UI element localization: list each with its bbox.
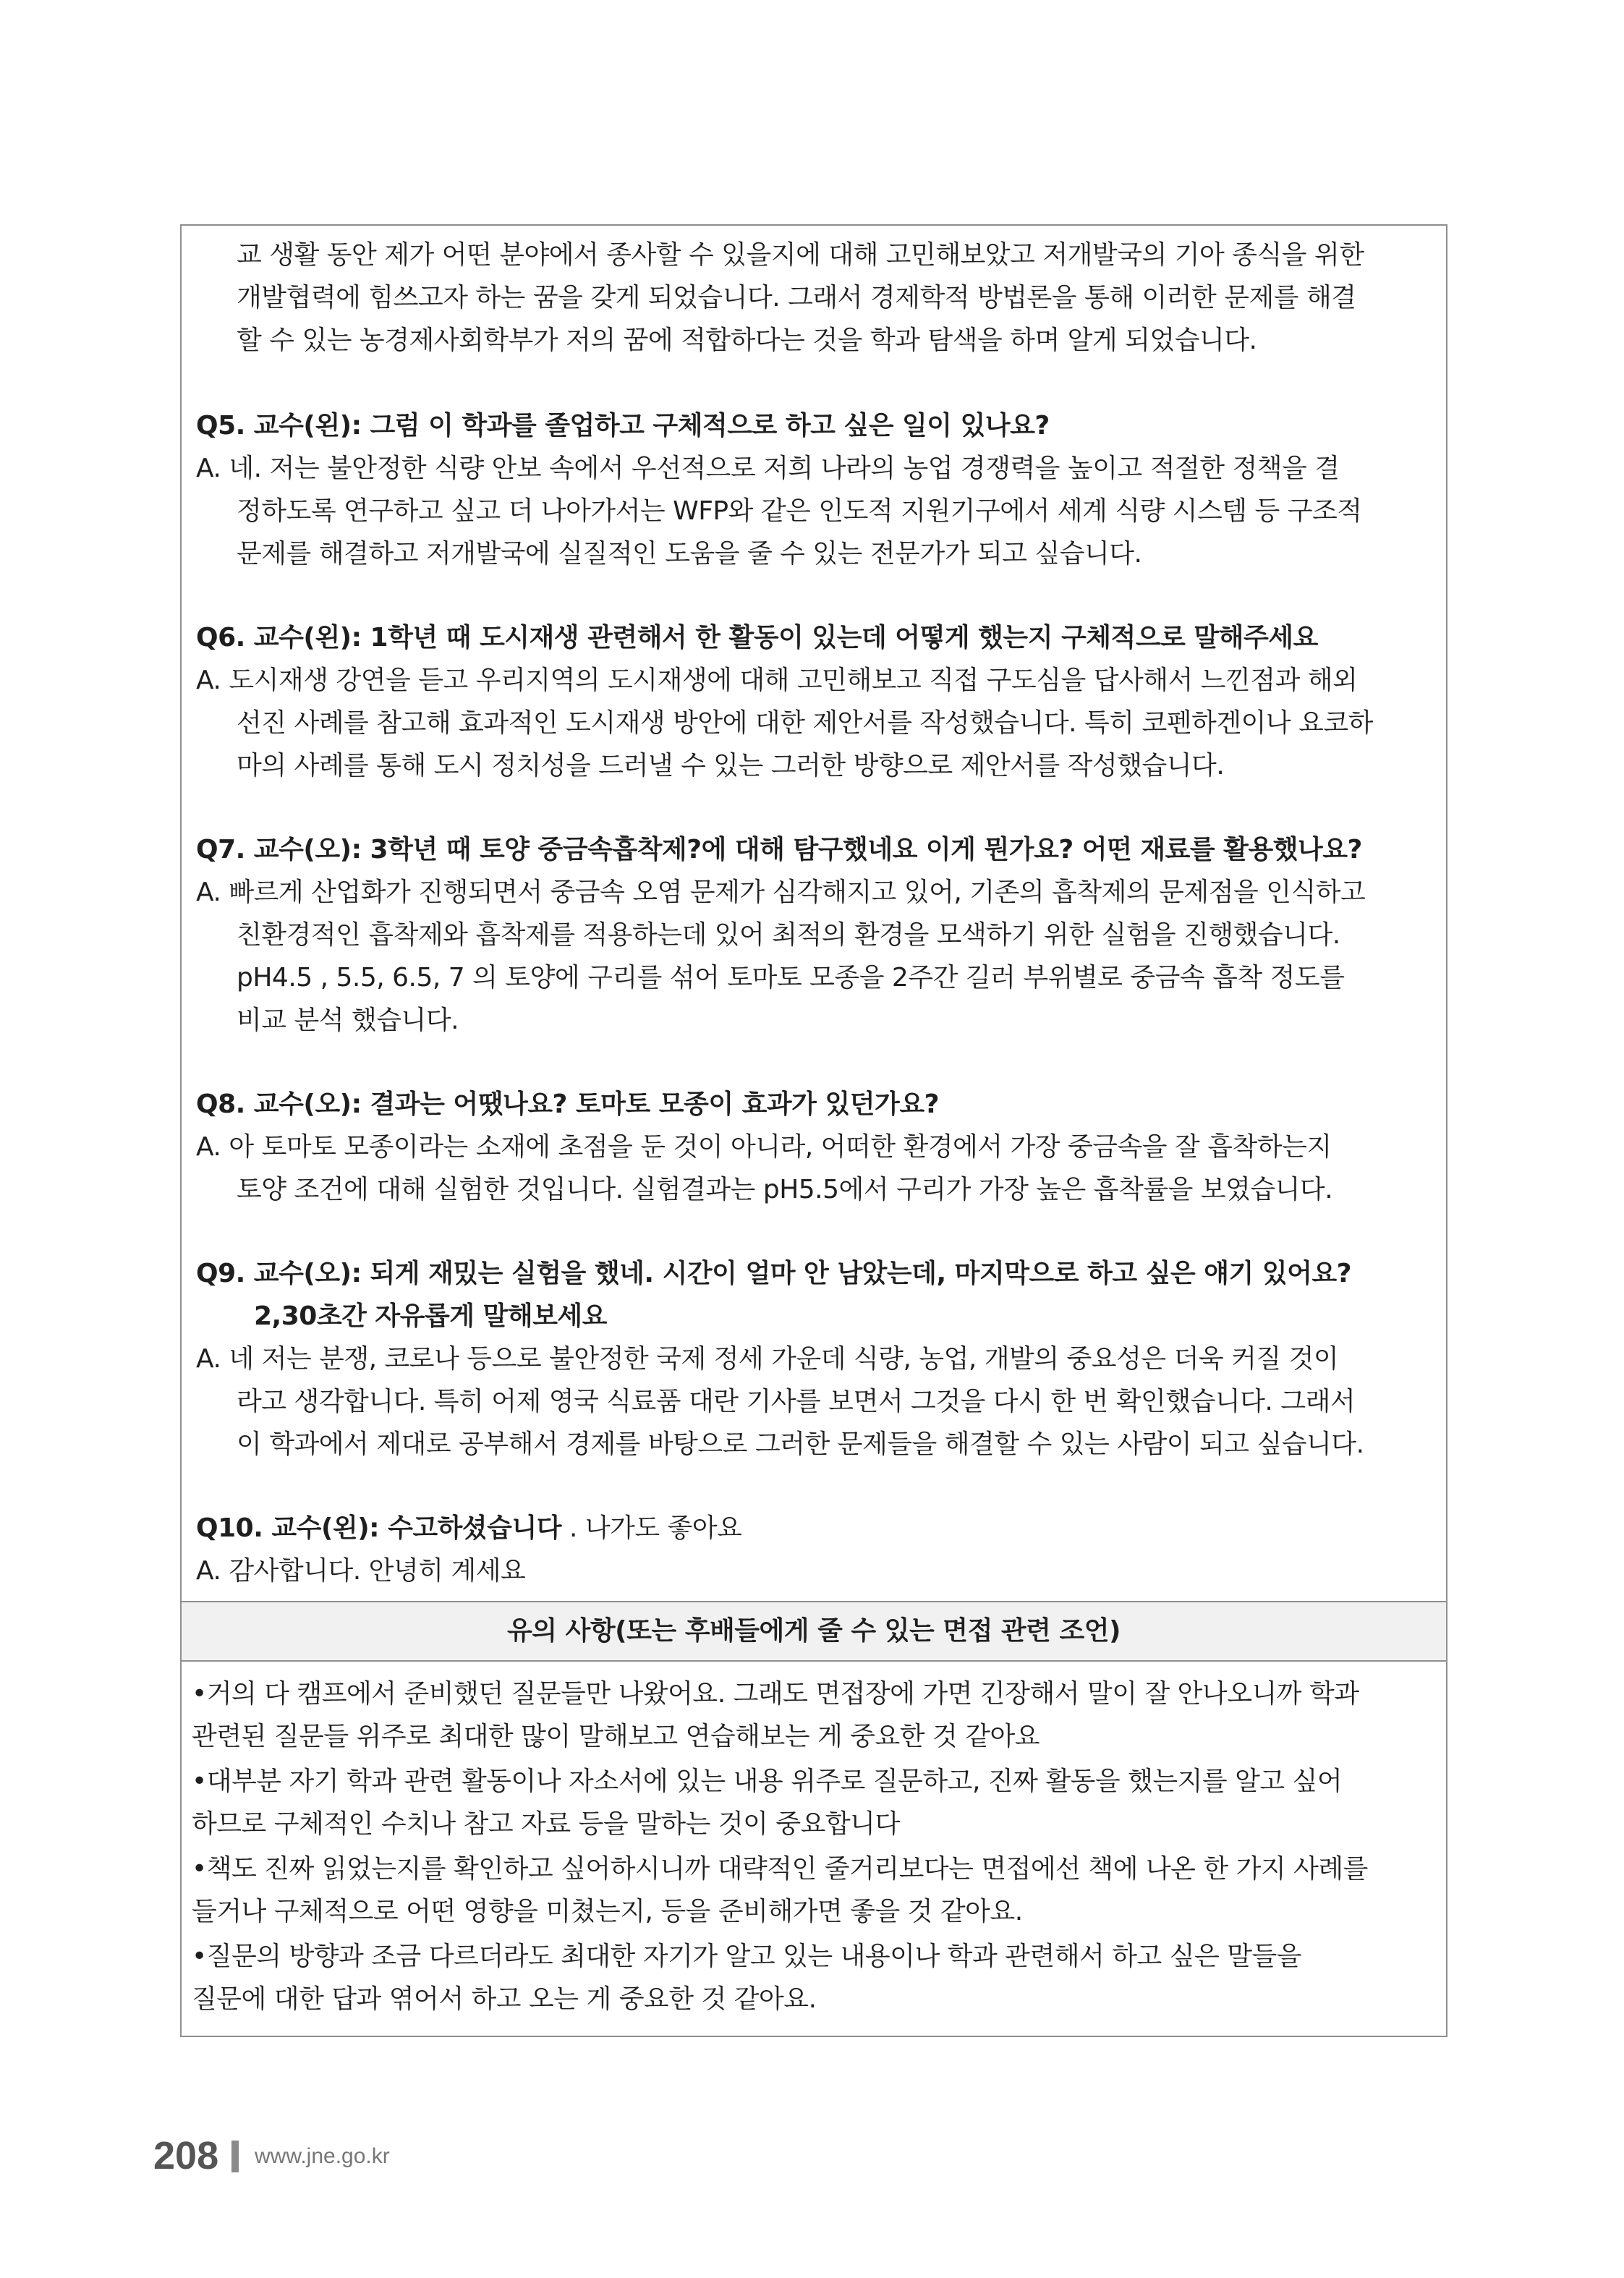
tip-line: •책도 진짜 읽었는지를 확인하고 싶어하시니까 대략적인 줄거리보다는 면접에선 책에 나온 한 가지 사례를 <box>192 1854 1368 1884</box>
tip-line: •대부분 자기 학과 관련 활동이나 자소서에 있는 내용 위주로 질문하고, 진짜 활동을 했는지를 알고 싶어 <box>192 1767 1343 1796</box>
tip-line: 들거나 구체적으로 어떤 영향을 미쳤는지, 등을 준비해가면 좋을 것 같아요. <box>192 1897 1023 1926</box>
answer-line: 문제를 해결하고 저개발국에 실질적인 도움을 줄 수 있는 전문가가 되고 싶습니다. <box>237 539 1142 569</box>
answer-line: A. 네. 저는 불안정한 식량 안보 속에서 우선적으로 저희 나라의 농업 경쟁력을 높이고 적절한 정책을 결 <box>196 454 1340 483</box>
question-q7: Q7. 교수(오): 3학년 때 토양 중금속흡착제?에 대해 탐구했네요 이게 뭔가요? 어떤 재료를 활용했나요? <box>196 835 1362 864</box>
answer-line: 비교 분석 했습니다. <box>237 1006 459 1035</box>
question-q8: Q8. 교수(오): 결과는 어땠나요? 토마토 모종이 효과가 있던가요? <box>196 1089 939 1119</box>
answer-line: A. 도시재생 강연을 듣고 우리지역의 도시재생에 대해 고민해보고 직접 구도심을 답사해서 느낀점과 해외 <box>196 666 1358 695</box>
answer-line: A. 빠르게 산업화가 진행되면서 중금속 오염 문제가 심각해지고 있어, 기존의 흡착제의 문제점을 인식하고 <box>196 877 1366 907</box>
question-q10-bold: Q10. 교수(왼): 수고하셨습니다 <box>196 1513 562 1543</box>
answer-line: A. 네 저는 분쟁, 코로나 등으로 불안정한 국제 정세 가운데 식량, 농업, 개발의 중요성은 더욱 커질 것이 <box>196 1344 1339 1374</box>
tip-line: 관련된 질문들 위주로 최대한 많이 말해보고 연습해보는 게 중요한 것 같아요 <box>192 1722 1040 1751</box>
tip-line: •거의 다 캠프에서 준비했던 질문들만 나왔어요. 그래도 면접장에 가면 긴장해서 말이 잘 안나오니까 학과 <box>192 1679 1359 1709</box>
tips-header: 유의 사항(또는 후배들에게 줄 수 있는 면접 관련 조언) <box>182 1602 1446 1660</box>
interview-box <box>180 224 1447 2037</box>
text-line: 할 수 있는 농경제사회학부가 저의 꿈에 적합하다는 것을 학과 탐색을 하며 알게 되었습니다. <box>237 326 1257 355</box>
question-q10 <box>196 1510 741 1547</box>
question-q6: Q6. 교수(왼): 1학년 때 도시재생 관련해서 한 활동이 있는데 어떻게 했는지 구체적으로 말해주세요 <box>196 623 1318 653</box>
answer-line: pH4.5 , 5.5, 6.5, 7 의 토양에 구리를 섞어 토마토 모종을 2주간 길러 부위별로 중금속 흡착 정도를 <box>237 963 1345 993</box>
footer-divider-bar <box>231 2141 239 2172</box>
answer-line: 선진 사례를 참고해 효과적인 도시재생 방안에 대한 제안서를 작성했습니다. 특히 코펜하겐이나 요코하 <box>237 708 1373 738</box>
tip-line: 하므로 구체적인 수치나 참고 자료 등을 말하는 것이 중요합니다 <box>192 1809 900 1839</box>
answer-line: 토양 조건에 대해 실험한 것입니다. 실험결과는 pH5.5에서 구리가 가장 높은 흡착률을 보였습니다. <box>237 1175 1333 1204</box>
answer-line: 마의 사례를 통해 도시 정치성을 드러낼 수 있는 그러한 방향으로 제안서를 작성했습니다. <box>237 751 1225 781</box>
interview-transcript <box>182 226 1446 1600</box>
answer-line: A. 감사합니다. 안녕히 계세요 <box>196 1556 526 1586</box>
text-line: 개발협력에 힘쓰고자 하는 꿈을 갖게 되었습니다. 그래서 경제학적 방법론을 통해 이러한 문제를 해결 <box>237 283 1356 313</box>
answer-line: 이 학과에서 제대로 공부해서 경제를 바탕으로 그러한 문제들을 해결할 수 있는 사람이 되고 싶습니다. <box>237 1429 1364 1459</box>
page-number: 208 <box>153 2134 219 2177</box>
footer-url: www.jne.go.kr <box>255 2144 390 2168</box>
tip-line: •질문의 방향과 조금 다르더라도 최대한 자기가 알고 있는 내용이나 학과 관련해서 하고 싶은 말들을 <box>192 1942 1302 1971</box>
divider <box>182 1660 1446 1662</box>
answer-line: 정하도록 연구하고 싶고 더 나아가서는 WFP와 같은 인도적 지원기구에서 세계 식량 시스템 등 구조적 <box>237 496 1362 526</box>
question-q5: Q5. 교수(왼): 그럼 이 학과를 졸업하고 구체적으로 하고 싶은 일이 있나요? <box>196 411 1050 441</box>
answer-line: 친환경적인 흡착제와 흡착제를 적용하는데 있어 최적의 환경을 모색하기 위한 실험을 진행했습니다. <box>237 920 1340 950</box>
question-q9-continued: 2,30초간 자유롭게 말해보세요 <box>254 1301 607 1331</box>
answer-line: 라고 생각합니다. 특히 어제 영국 식료품 대란 기사를 보면서 그것을 다시 한 번 확인했습니다. 그래서 <box>237 1387 1356 1416</box>
answer-line: A. 아 토마토 모종이라는 소재에 초점을 둔 것이 아니라, 어떠한 환경에서 가장 중금속을 잘 흡착하는지 <box>196 1132 1332 1162</box>
question-q9: Q9. 교수(오): 되게 재밌는 실험을 했네. 시간이 얼마 안 남았는데, 마지막으로 하고 싶은 얘기 있어요? <box>196 1259 1352 1288</box>
text-line: 교 생활 동안 제가 어떤 분야에서 종사할 수 있을지에 대해 고민해보았고 저개발국의 기아 종식을 위한 <box>237 240 1364 270</box>
tip-line: 질문에 대한 답과 엮어서 하고 오는 게 중요한 것 같아요. <box>192 1984 817 2014</box>
question-q10-rest: . 나가도 좋아요 <box>561 1513 742 1543</box>
